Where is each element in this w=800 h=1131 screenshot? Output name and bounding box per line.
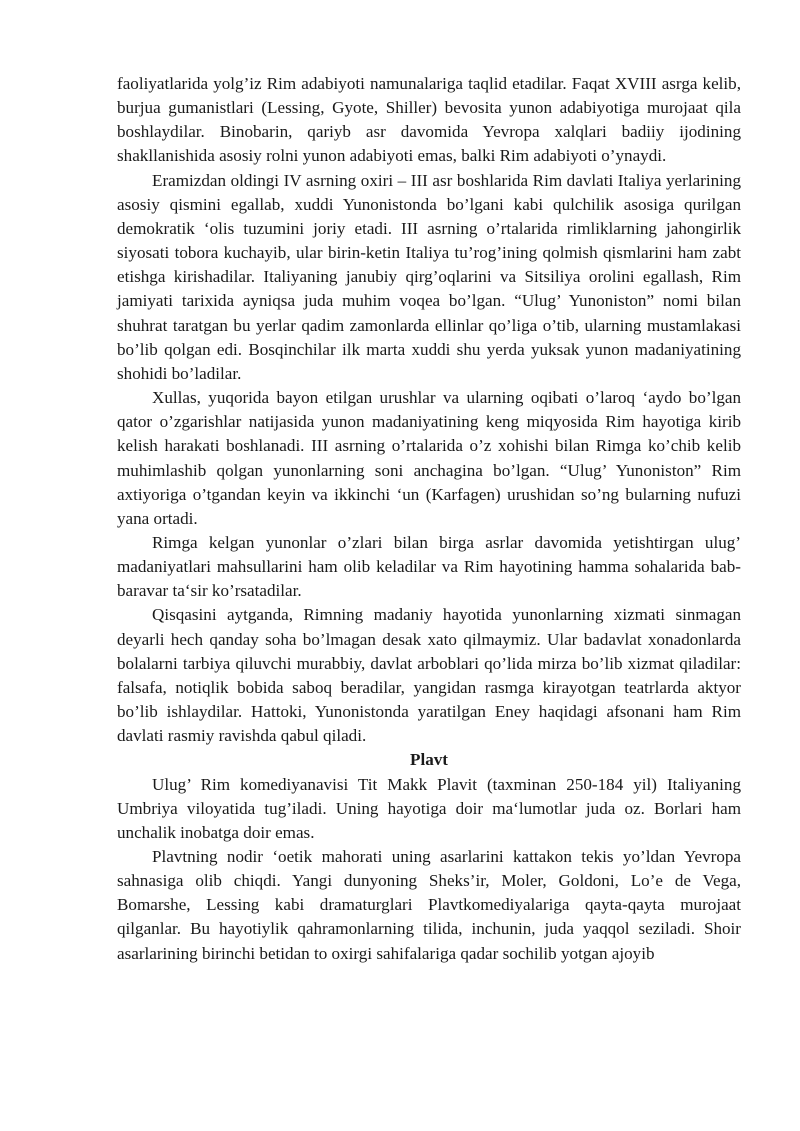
paragraph-greek-service: Qisqasini aytganda, Rimning madaniy hayotida yunonlarning xizmati sinmagan deyarli hech qanday soha bo’lmagan desak xato qilmaymiz. Ular badavlat xonadonlarda bolalarni tarbiya qiluvchi murabbiy, davlat arboblari qo’lida mirza bo’lib xizmat qiladilar: falsafa, notiqlik bobida saboq beradilar, yangidan rasmga kirayotgan teatrlarda aktyor bo’lib ishlaydilar. Hattoki, Yunonistonda yaratilgan Eney haqidagi afsonani ham Rim davlati rasmiy ravishda qabul qiladi. xyxy=(117,605,741,746)
paragraph-continuation: faoliyatlarida yolg’iz Rim adabiyoti namunalariga taqlid etadilar. Faqat XVIII asrga kelib, burjua gumanistlari (Lessing, Gyote, Shiller) bevosita yunon adabiyotiga murojaat qila boshlaydilar. Binobarin, qariyb asr davomida Yevropa xalqlari badiiy ijodining shakllanishida asosiy rolni yunon adabiyoti emas, balki Rim adabiyoti o’ynaydi. xyxy=(117,74,741,166)
paragraph-greek-culture-influx: Xullas, yuqorida bayon etilgan urushlar va ularning oqibati o’laroq ‘aydo bo’lgan qator o’zgarishlar natijasida yunon madaniyatining keng miqyosida Rim hayotiga kirib kelish harakati boshlanadi. III asrning o’rtalarida o’z xohishi bilan Rimga ko’chib kelib muhimlashib qolgan yunonlarning soni anchagina bo’lgan. “Ulug’ Yunoniston” Rim axtiyoriga o’tgandan keyin va ikkinchi ‘un (Karfagen) urushidan so’ng bularning nufuzi yana ortadi. xyxy=(117,388,741,528)
paragraph-greeks-in-rome: Rimga kelgan yunonlar o’zlari bilan birga asrlar davomida yetishtirgan ulug’ madaniyatlari mahsullarini ham olib keladilar va Rim hayotining hamma sohalarida bab-baravar ta‘sir ko’rsatadilar. xyxy=(117,532,741,601)
paragraph-plautus-bio: Ulug’ Rim komediyanavisi Tit Makk Plavit (taxminan 250-184 yil) Italiyaning Umbriya viloyatida tug’iladi. Uning hayotiga doir ma‘lumotlar juda oz. Borlari ham unchalik inobatga doir emas. xyxy=(117,774,741,842)
paragraph-plautus-legacy: Plavtning nodir ‘oetik mahorati uning asarlarini kattakon tekis yo’ldan Yevropa sahnasiga olib chiqdi. Yangi dunyoning Sheks’ir, Moler, Goldoni, Lo’e de Vega, Bomarshe, Lessing kabi dramaturglari Plavtkomediyalariga qayta-qayta murojaat qilganlar. Bu hayotiylik qahramonlarning tilida, inchunin, juda yaqqol seziladi. Shoir asarlarining birinchi betidan to oxirgi sahifalariga qadar sochilib yotgan ajoyib xyxy=(117,847,741,963)
section-heading: Plavt xyxy=(410,750,448,770)
paragraph-rome-conquest: Eramizdan oldingi IV asrning oxiri – III asr boshlarida Rim davlati Italiya yerlarining asosiy qismini egallab, xuddi Yunonistonda bo’lgani kabi qulchilik asosiga qurilgan demokratik ‘olis tuzumini joriy etadi. III asrning o’rtalarida rimliklarning jahongirlik siyosati tobora kuchayib, ular birin-ketin Italiya tu’rog’ining qolmish qismlarini ham zabt etishga kirishadilar. Italiyaning janubiy qirg’oqlarini va Sitsiliya orolini egallash, Rim jamiyati tarixida ayniqsa juda muhim voqea bo’lgan. “Ulug’ Yunoniston” nomi bilan shuhrat taratgan bu yerlar qadim zamonlarda ellinlar qo’liga o’tib, ularning mustamlakasi bo’lib qolgan edi. Bosqinchilar ilk marta xuddi shu yerda yuksak yunon madaniyatining shohidi bo’ladilar. xyxy=(117,170,741,383)
document-page xyxy=(117,72,741,966)
